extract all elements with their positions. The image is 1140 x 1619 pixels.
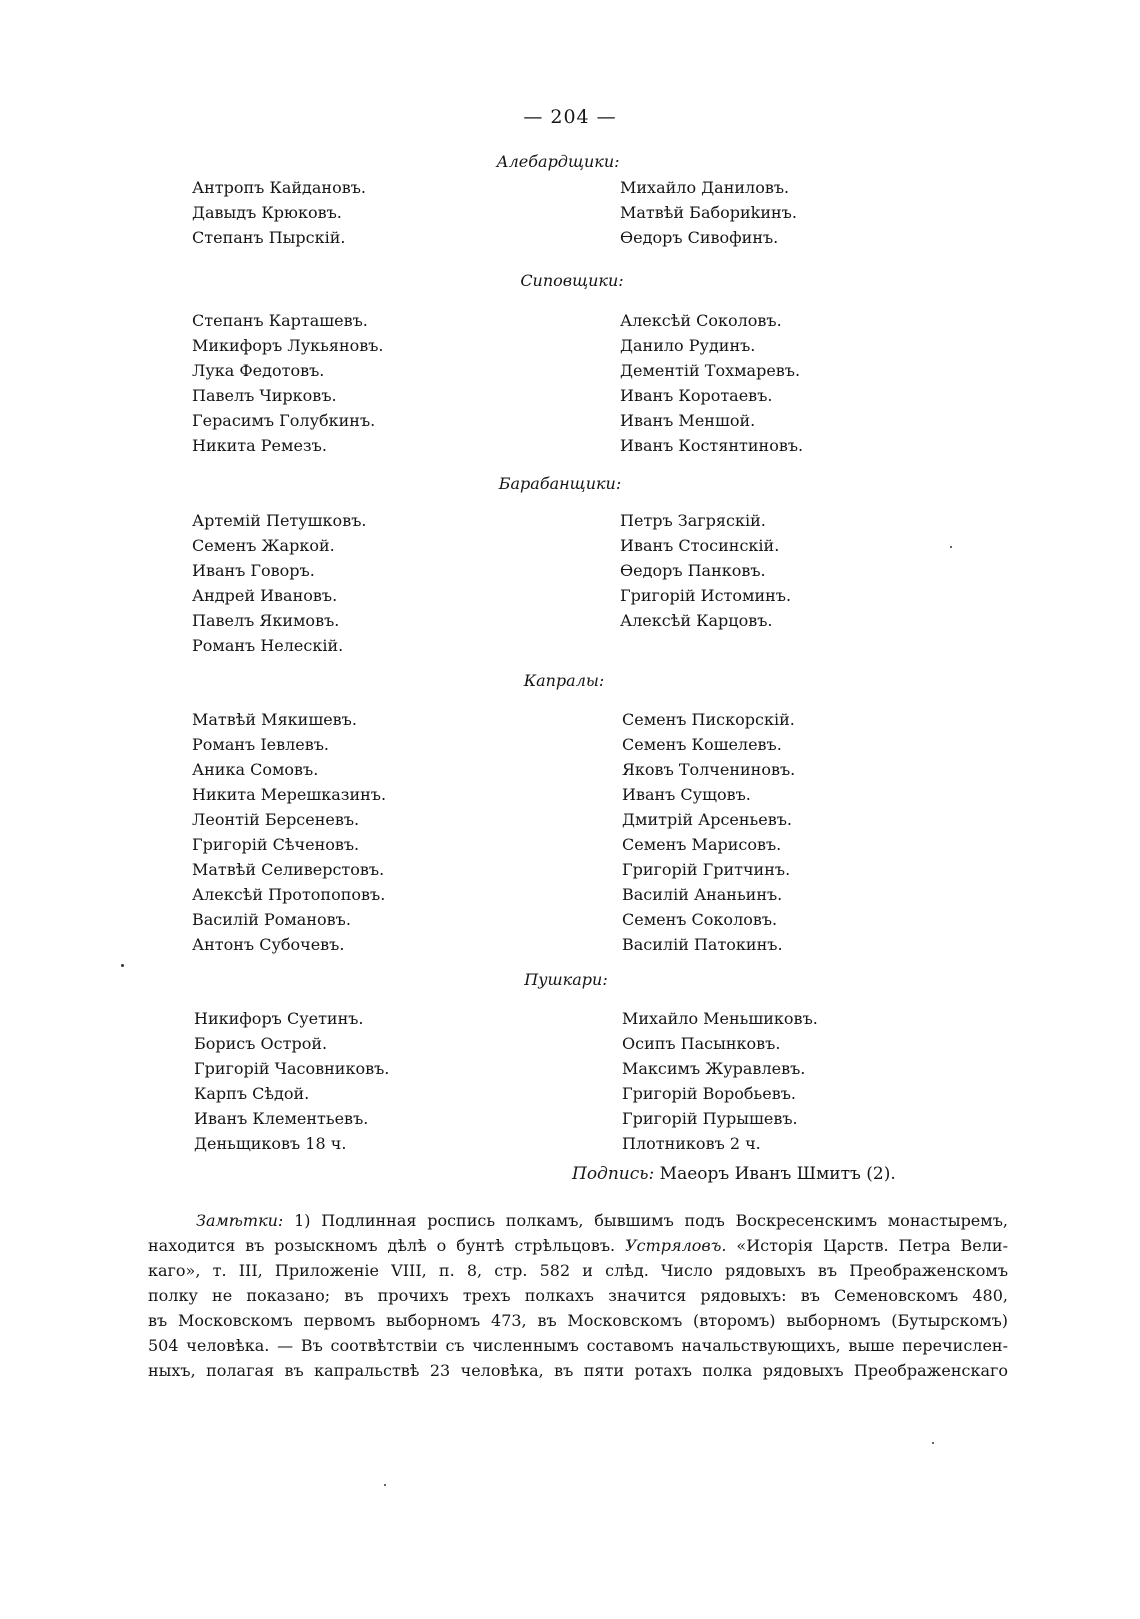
- name-entry: Семенъ Марисовъ.: [622, 835, 782, 854]
- name-entry: Никита Ремезъ.: [192, 436, 327, 455]
- section-heading: Капралы:: [523, 671, 605, 690]
- signature-line: [572, 1164, 896, 1184]
- scan-speck: [121, 964, 124, 967]
- scan-speck: [950, 546, 952, 548]
- notes-author: Устряловъ.: [625, 1236, 727, 1255]
- name-entry: Максимъ Журавлевъ.: [622, 1059, 806, 1078]
- notes-line: Замѣтки: 1) Подлинная роспись полкамъ, бывшимъ подъ Воскресенскимъ монастыремъ,: [196, 1211, 1008, 1230]
- name-entry: Григорій Пурышевъ.: [622, 1109, 798, 1128]
- name-entry: Василій Романовъ.: [192, 910, 351, 929]
- name-entry: Иванъ Говоръ.: [192, 561, 315, 580]
- name-entry: Аника Сомовъ.: [192, 760, 319, 779]
- name-entry: Өедоръ Сивофинъ.: [620, 228, 779, 247]
- name-entry: Григорій Часовниковъ.: [194, 1059, 390, 1078]
- names-right-column: [620, 508, 791, 633]
- name-entry: Иванъ Костянтиновъ.: [620, 436, 804, 455]
- name-entry: Павелъ Якимовъ.: [192, 611, 340, 630]
- name-entry: Яковъ Толчениновъ.: [622, 760, 796, 779]
- name-entry: Иванъ Меншой.: [620, 411, 756, 430]
- name-entry: Михайло Даниловъ.: [620, 178, 790, 197]
- name-entry: Деньщиковъ 18 ч.: [194, 1134, 347, 1153]
- name-entry: Антонъ Субочевъ.: [192, 935, 345, 954]
- names-left-column: [192, 508, 366, 658]
- names-right-column: [622, 707, 795, 957]
- names-left-column: [192, 707, 386, 957]
- name-entry: Григорій Воробьевъ.: [622, 1084, 796, 1103]
- section-heading: Барабанщики:: [498, 474, 622, 493]
- scan-speck: [384, 1484, 386, 1486]
- name-entry: Павелъ Чирковъ.: [192, 386, 337, 405]
- name-entry: Семенъ Соколовъ.: [622, 910, 778, 929]
- signature-label: Подпись:: [572, 1164, 655, 1184]
- name-entry: Иванъ Клементьевъ.: [194, 1109, 369, 1128]
- scan-speck: [932, 1442, 934, 1444]
- name-entry: Лука Федотовъ.: [192, 361, 325, 380]
- names-left-column: [194, 1006, 389, 1156]
- name-entry: Борисъ Острой.: [194, 1034, 328, 1053]
- name-entry: Семенъ Жаркой.: [192, 536, 335, 555]
- name-entry: Дмитрій Арсеньевъ.: [622, 810, 792, 829]
- name-entry: Степанъ Пырскій.: [192, 228, 346, 247]
- notes-line: полку не показано; въ прочихъ трехъ полкахъ значится рядовыхъ: въ Семеновскомъ 480,: [148, 1286, 1008, 1305]
- section-heading: Пушкари:: [524, 970, 608, 989]
- names-left-column: [192, 308, 384, 458]
- name-entry: Дементій Тохмаревъ.: [620, 361, 801, 380]
- name-entry: Данило Рудинъ.: [620, 336, 756, 355]
- name-entry: Григорій Истоминъ.: [620, 586, 792, 605]
- name-entry: Михайло Меньшиковъ.: [622, 1009, 818, 1028]
- name-entry: Григорій Гритчинъ.: [622, 860, 791, 879]
- name-entry: Иванъ Коротаевъ.: [620, 386, 773, 405]
- notes-line: въ Московскомъ первомъ выборномъ 473, въ Московскомъ (второмъ) выборномъ (Бутырскомъ): [148, 1311, 1008, 1330]
- name-entry: Матвѣй Бабориkинъ.: [620, 203, 797, 222]
- names-left-column: [192, 175, 366, 250]
- name-entry: Иванъ Сущовъ.: [622, 785, 751, 804]
- section-heading: Сиповщики:: [520, 271, 624, 290]
- notes-line: 504 человѣка. — Въ соотвѣтствіи съ численнымъ составомъ начальствующихъ, выше перечислен-: [148, 1336, 1008, 1355]
- name-entry: Герасимъ Голубкинъ.: [192, 411, 376, 430]
- name-entry: Семенъ Кошелевъ.: [622, 735, 782, 754]
- names-right-column: [620, 308, 803, 458]
- name-entry: Степанъ Карташевъ.: [192, 311, 368, 330]
- name-entry: Петръ Загряскій.: [620, 511, 766, 530]
- name-entry: Никифоръ Суетинъ.: [194, 1009, 364, 1028]
- name-entry: Василій Патокинъ.: [622, 935, 783, 954]
- notes-line: каго», т. III, Приложеніе VIII, п. 8, стр. 582 и слѣд. Число рядовыхъ въ Преображенскомъ: [148, 1261, 1008, 1280]
- name-entry: Карпъ Сѣдой.: [194, 1084, 310, 1103]
- page-number: — 204 —: [523, 106, 617, 128]
- name-entry: Алексѣй Соколовъ.: [620, 311, 782, 330]
- name-entry: Иванъ Стосинскій.: [620, 536, 780, 555]
- name-entry: Алексѣй Протопоповъ.: [192, 885, 386, 904]
- name-entry: Андрей Ивановъ.: [192, 586, 338, 605]
- section-heading: Алебардщики:: [496, 152, 620, 171]
- notes-line: находится въ розыскномъ дѣлѣ о бунтѣ стрѣльцовъ. Устряловъ. «Исторія Царств. Петра Вели-: [148, 1236, 1008, 1255]
- name-entry: Алексѣй Карцовъ.: [620, 611, 773, 630]
- name-entry: Плотниковъ 2 ч.: [622, 1134, 761, 1153]
- name-entry: Никита Мерешказинъ.: [192, 785, 387, 804]
- name-entry: Леонтій Берсеневъ.: [192, 810, 360, 829]
- notes-label: Замѣтки:: [196, 1211, 284, 1230]
- notes-paragraph: [148, 1208, 1008, 1383]
- name-entry: Антропъ Кайдановъ.: [192, 178, 366, 197]
- name-entry: Давыдъ Крюковъ.: [192, 203, 342, 222]
- name-entry: Романъ Нелескій.: [192, 636, 344, 655]
- name-entry: Осипъ Пасынковъ.: [622, 1034, 781, 1053]
- name-entry: Артемій Петушковъ.: [192, 511, 367, 530]
- name-entry: Романъ Іевлевъ.: [192, 735, 330, 754]
- name-entry: Матвѣй Мякишевъ.: [192, 710, 357, 729]
- name-entry: Семенъ Пискорскій.: [622, 710, 795, 729]
- name-entry: Микифоръ Лукьяновъ.: [192, 336, 384, 355]
- names-right-column: [620, 175, 797, 250]
- name-entry: Матвѣй Селиверстовъ.: [192, 860, 385, 879]
- signature-text: Маеоръ Иванъ Шмитъ (2).: [659, 1164, 896, 1184]
- name-entry: Василій Ананьинъ.: [622, 885, 783, 904]
- notes-line: ныхъ, полагая въ капральствѣ 23 человѣка, въ пяти ротахъ полка рядовыхъ Преображенскаго: [148, 1361, 1008, 1380]
- names-right-column: [622, 1006, 818, 1156]
- name-entry: Өедоръ Панковъ.: [620, 561, 766, 580]
- name-entry: Григорій Сѣченовъ.: [192, 835, 360, 854]
